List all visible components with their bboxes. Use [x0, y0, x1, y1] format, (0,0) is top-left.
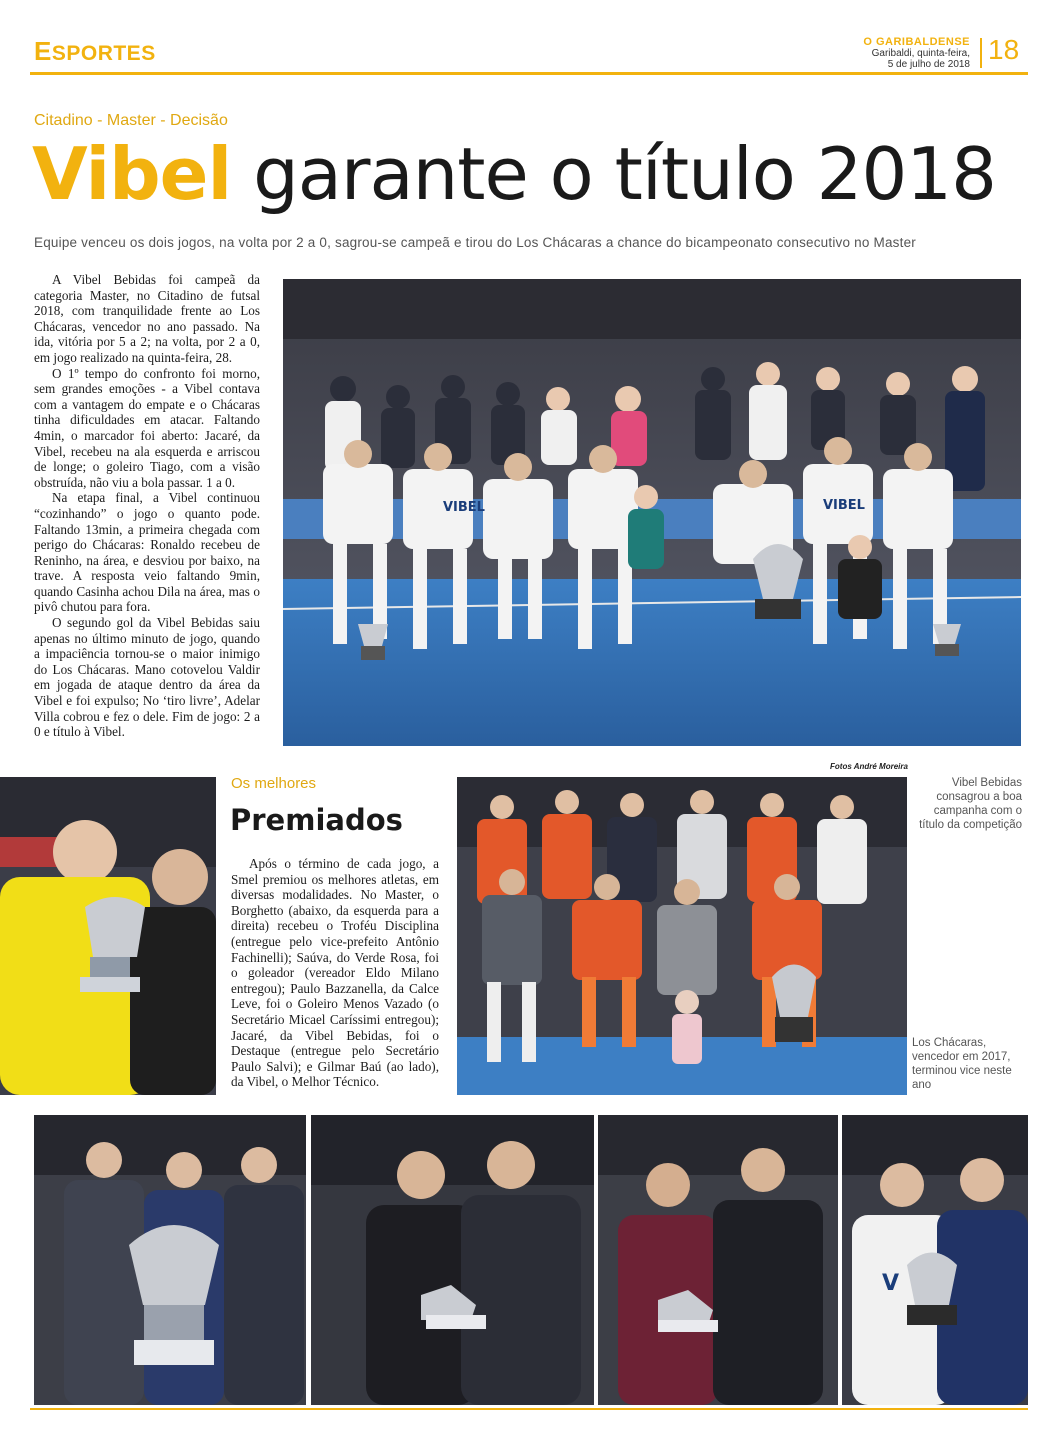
chacaras-team-photo	[457, 777, 907, 1095]
page-number: 18	[988, 34, 1020, 65]
award-photo-highlight	[842, 1115, 1028, 1405]
header-rule	[30, 72, 1028, 75]
jersey-sponsor: VIBEL	[443, 500, 485, 515]
subhead: Equipe venceu os dois jogos, na volta por 2 a 0, sagrou-se campeã e tirou do Los Chácaras a chance do bicampeonato consecutivo no Master	[34, 235, 916, 250]
article-paragraph: A Vibel Bebidas foi campeã da categoria Master, no Citadino de futsal 2018, com tranquilidade frente ao Los Chácaras, vencedor no ano passado. Na ida, vitória por 5 a 2; na volta, por 2 a 0, em jogo realizado na quinta-feira, 28.	[34, 272, 260, 365]
dateline-2: 5 de julho de 2018	[887, 59, 970, 70]
headline-rest: garante o título 2018	[231, 132, 996, 216]
headline	[32, 132, 996, 216]
headline-accent: Vibel	[32, 132, 232, 216]
article-paragraph: Na etapa final, a Vibel continuou “cozinhando” o jogo o quanto pode. Faltando 13min, a primeira chegada com perigo do Chácaras: Ronaldo recebeu de Reninho, na área, e desviou por baixo, na trave. A resposta veio faltando 9min, quando Casinha achou Dila na área, mas o pivô chutou para fora.	[34, 490, 260, 615]
article-paragraph: O 1º tempo do confronto foi morno, sem grandes emoções - a Vibel contava com a vantagem do empate e o Chácaras tinha dificuldades em atacar. Faltando 4min, o marcador foi aberto: Jacaré, da Vibel, recebeu na ala esquerda e arriscou de longe; o goleiro Tiago, com a visão obstruída, não viu a bola passar. 1 a 0.	[34, 365, 260, 490]
award-photo-goalkeeper	[598, 1115, 838, 1405]
award-photo-discipline	[34, 1115, 306, 1405]
jersey-sponsor: VIBEL	[823, 498, 865, 513]
masthead	[863, 37, 970, 70]
paper-name: O GARIBALDENSE	[863, 36, 970, 48]
awards-title: Premiados	[230, 803, 403, 837]
svg-text:V: V	[882, 1271, 900, 1296]
article-paragraph: O segundo gol da Vibel Bebidas saiu apenas no último minuto de jogo, quando a impaciência tornou-se o maior inimigo do Los Chácaras. Mano cotovelou Valdir em jogada de ataque dentro da área da Vibel e foi expulso; No ‘tiro livre’, Adelar Villa cobrou e fez o dele. Fim de jogo: 2 a 0 e título à Vibel.	[34, 615, 260, 740]
best-coach-photo	[0, 777, 216, 1095]
dateline-1: Garibaldi, quinta-feira,	[871, 48, 970, 59]
footer-rule	[30, 1408, 1028, 1410]
award-photo-top-scorer	[311, 1115, 594, 1405]
section-initial: E	[34, 36, 52, 66]
awards-body	[231, 856, 439, 1090]
caption-vibel: Vibel Bebidas consagrou a boa campanha com o título da competição	[919, 777, 1022, 831]
article-kicker: Citadino - Master - Decisão	[34, 112, 228, 129]
photo-credit: Fotos André Moreira	[830, 762, 908, 771]
section-rest: SPORTES	[51, 42, 156, 65]
caption-chacaras: Los Chácaras, vencedor em 2017, terminou vice neste ano	[912, 1037, 1012, 1091]
section-label	[34, 36, 156, 67]
page-number-separator	[980, 38, 982, 68]
vibel-team-photo	[283, 279, 1021, 746]
awards-paragraph: Após o término de cada jogo, a Smel premiou os melhores atletas, em diversas modalidades. No Master, o Borghetto (abaixo, da esquerda para a direita) recebeu o Troféu Disciplina (entregue pelo vice-prefeito Antônio Fachinelli); Saúva, do Verde Rosa, foi o goleador (vereador Eldo Milano entregou); Paulo Bazzanella, da Calce Leve, foi o Goleiro Menos Vazado (o Secretário Micael Caríssimi entregou); Jacaré, da Vibel Bebidas, foi o Destaque (entregue pelo Secretário Paulo Salvi); e Gilmar Baú (ao lado), da Vibel, o Melhor Técnico.	[231, 856, 439, 1090]
article-body	[34, 272, 260, 740]
awards-kicker: Os melhores	[231, 775, 317, 792]
